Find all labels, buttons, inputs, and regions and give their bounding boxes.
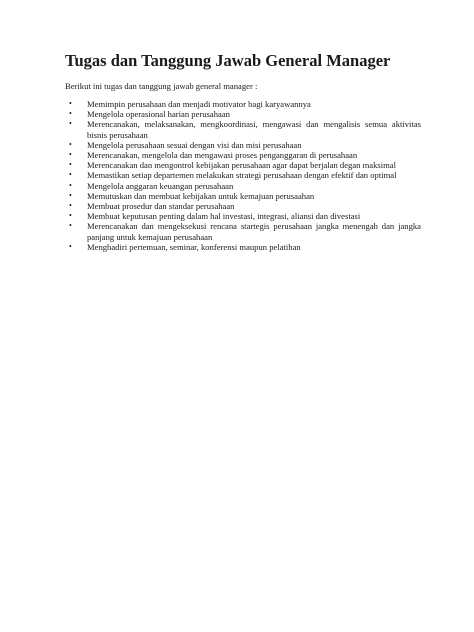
list-item-text: Mengelola perusahaan sesuai dengan visi dan misi perusahaan bbox=[87, 139, 302, 150]
list-item bbox=[65, 99, 421, 109]
list-item-text: Memimpin perusahaan dan menjadi motivator bagi karyawannya bbox=[87, 99, 311, 109]
list-item-text: Merencanakan, mengelola dan mengawasi proses penganggaran di perusahaan bbox=[87, 150, 358, 161]
bullet-icon: • bbox=[69, 150, 72, 160]
list-item bbox=[65, 191, 421, 201]
list-item bbox=[65, 181, 421, 191]
list-item-text: Merencanakan dan mengontrol kebijakan perusahaan agar dapat berjalan degan maksimal bbox=[87, 160, 397, 171]
list-item bbox=[65, 242, 421, 252]
bullet-icon: • bbox=[69, 99, 72, 108]
list-item bbox=[65, 150, 421, 160]
list-item bbox=[65, 170, 421, 180]
list-item-text: Menghadiri pertemuan, seminar, konferensi maupun pelatihan bbox=[87, 241, 301, 252]
list-item bbox=[65, 119, 421, 139]
bullet-icon: • bbox=[69, 119, 72, 129]
list-item bbox=[65, 109, 421, 119]
bullet-icon: • bbox=[69, 201, 72, 211]
list-item-text: Membuat keputusan penting dalam hal investasi, integrasi, aliansi dan divestasi bbox=[87, 211, 361, 222]
list-item-text: Mengelola anggaran keuangan perusahaan bbox=[87, 180, 234, 191]
document-title: Tugas dan Tanggung Jawab General Manager bbox=[65, 51, 391, 70]
bullet-icon: • bbox=[69, 180, 72, 190]
bullet-icon: • bbox=[69, 221, 72, 231]
list-item bbox=[65, 221, 421, 241]
list-item-text: Merencanakan, melaksanakan, mengkoordinasi, mengawasi dan mengalisis semua aktivitas bisnis perusahaan bbox=[87, 119, 421, 140]
list-item-text: Memastikan setiap departemen melakukan strategi perusahaan dengan efektif dan optimal bbox=[87, 170, 397, 181]
list-item-text: Memutuskan dan membuat kebijakan untuk kemajuan perusaahan bbox=[87, 190, 315, 201]
list-item-text: Mengelola operasional harian perusahaan bbox=[87, 109, 230, 120]
bullet-icon: • bbox=[69, 241, 72, 251]
list-item-text: Membuat prosedur dan standar perusahaan bbox=[87, 201, 235, 212]
bullet-icon: • bbox=[69, 211, 72, 221]
list-item bbox=[65, 201, 421, 211]
list-item bbox=[65, 211, 421, 221]
bullet-icon: • bbox=[69, 139, 72, 149]
list-item-text: Merencanakan dan mengeksekusi rencana startegis perusahaan jangka menengah dan jangka panjang untuk kemajuan perusahaan bbox=[87, 221, 421, 242]
bullet-icon: • bbox=[69, 109, 72, 119]
bullet-icon: • bbox=[69, 160, 72, 170]
list-item bbox=[65, 160, 421, 170]
intro-paragraph: Berikut ini tugas dan tanggung jawab general manager : bbox=[65, 81, 258, 91]
bullet-icon: • bbox=[69, 190, 72, 200]
duty-list bbox=[65, 99, 421, 252]
list-item bbox=[65, 140, 421, 150]
bullet-icon: • bbox=[69, 170, 72, 180]
